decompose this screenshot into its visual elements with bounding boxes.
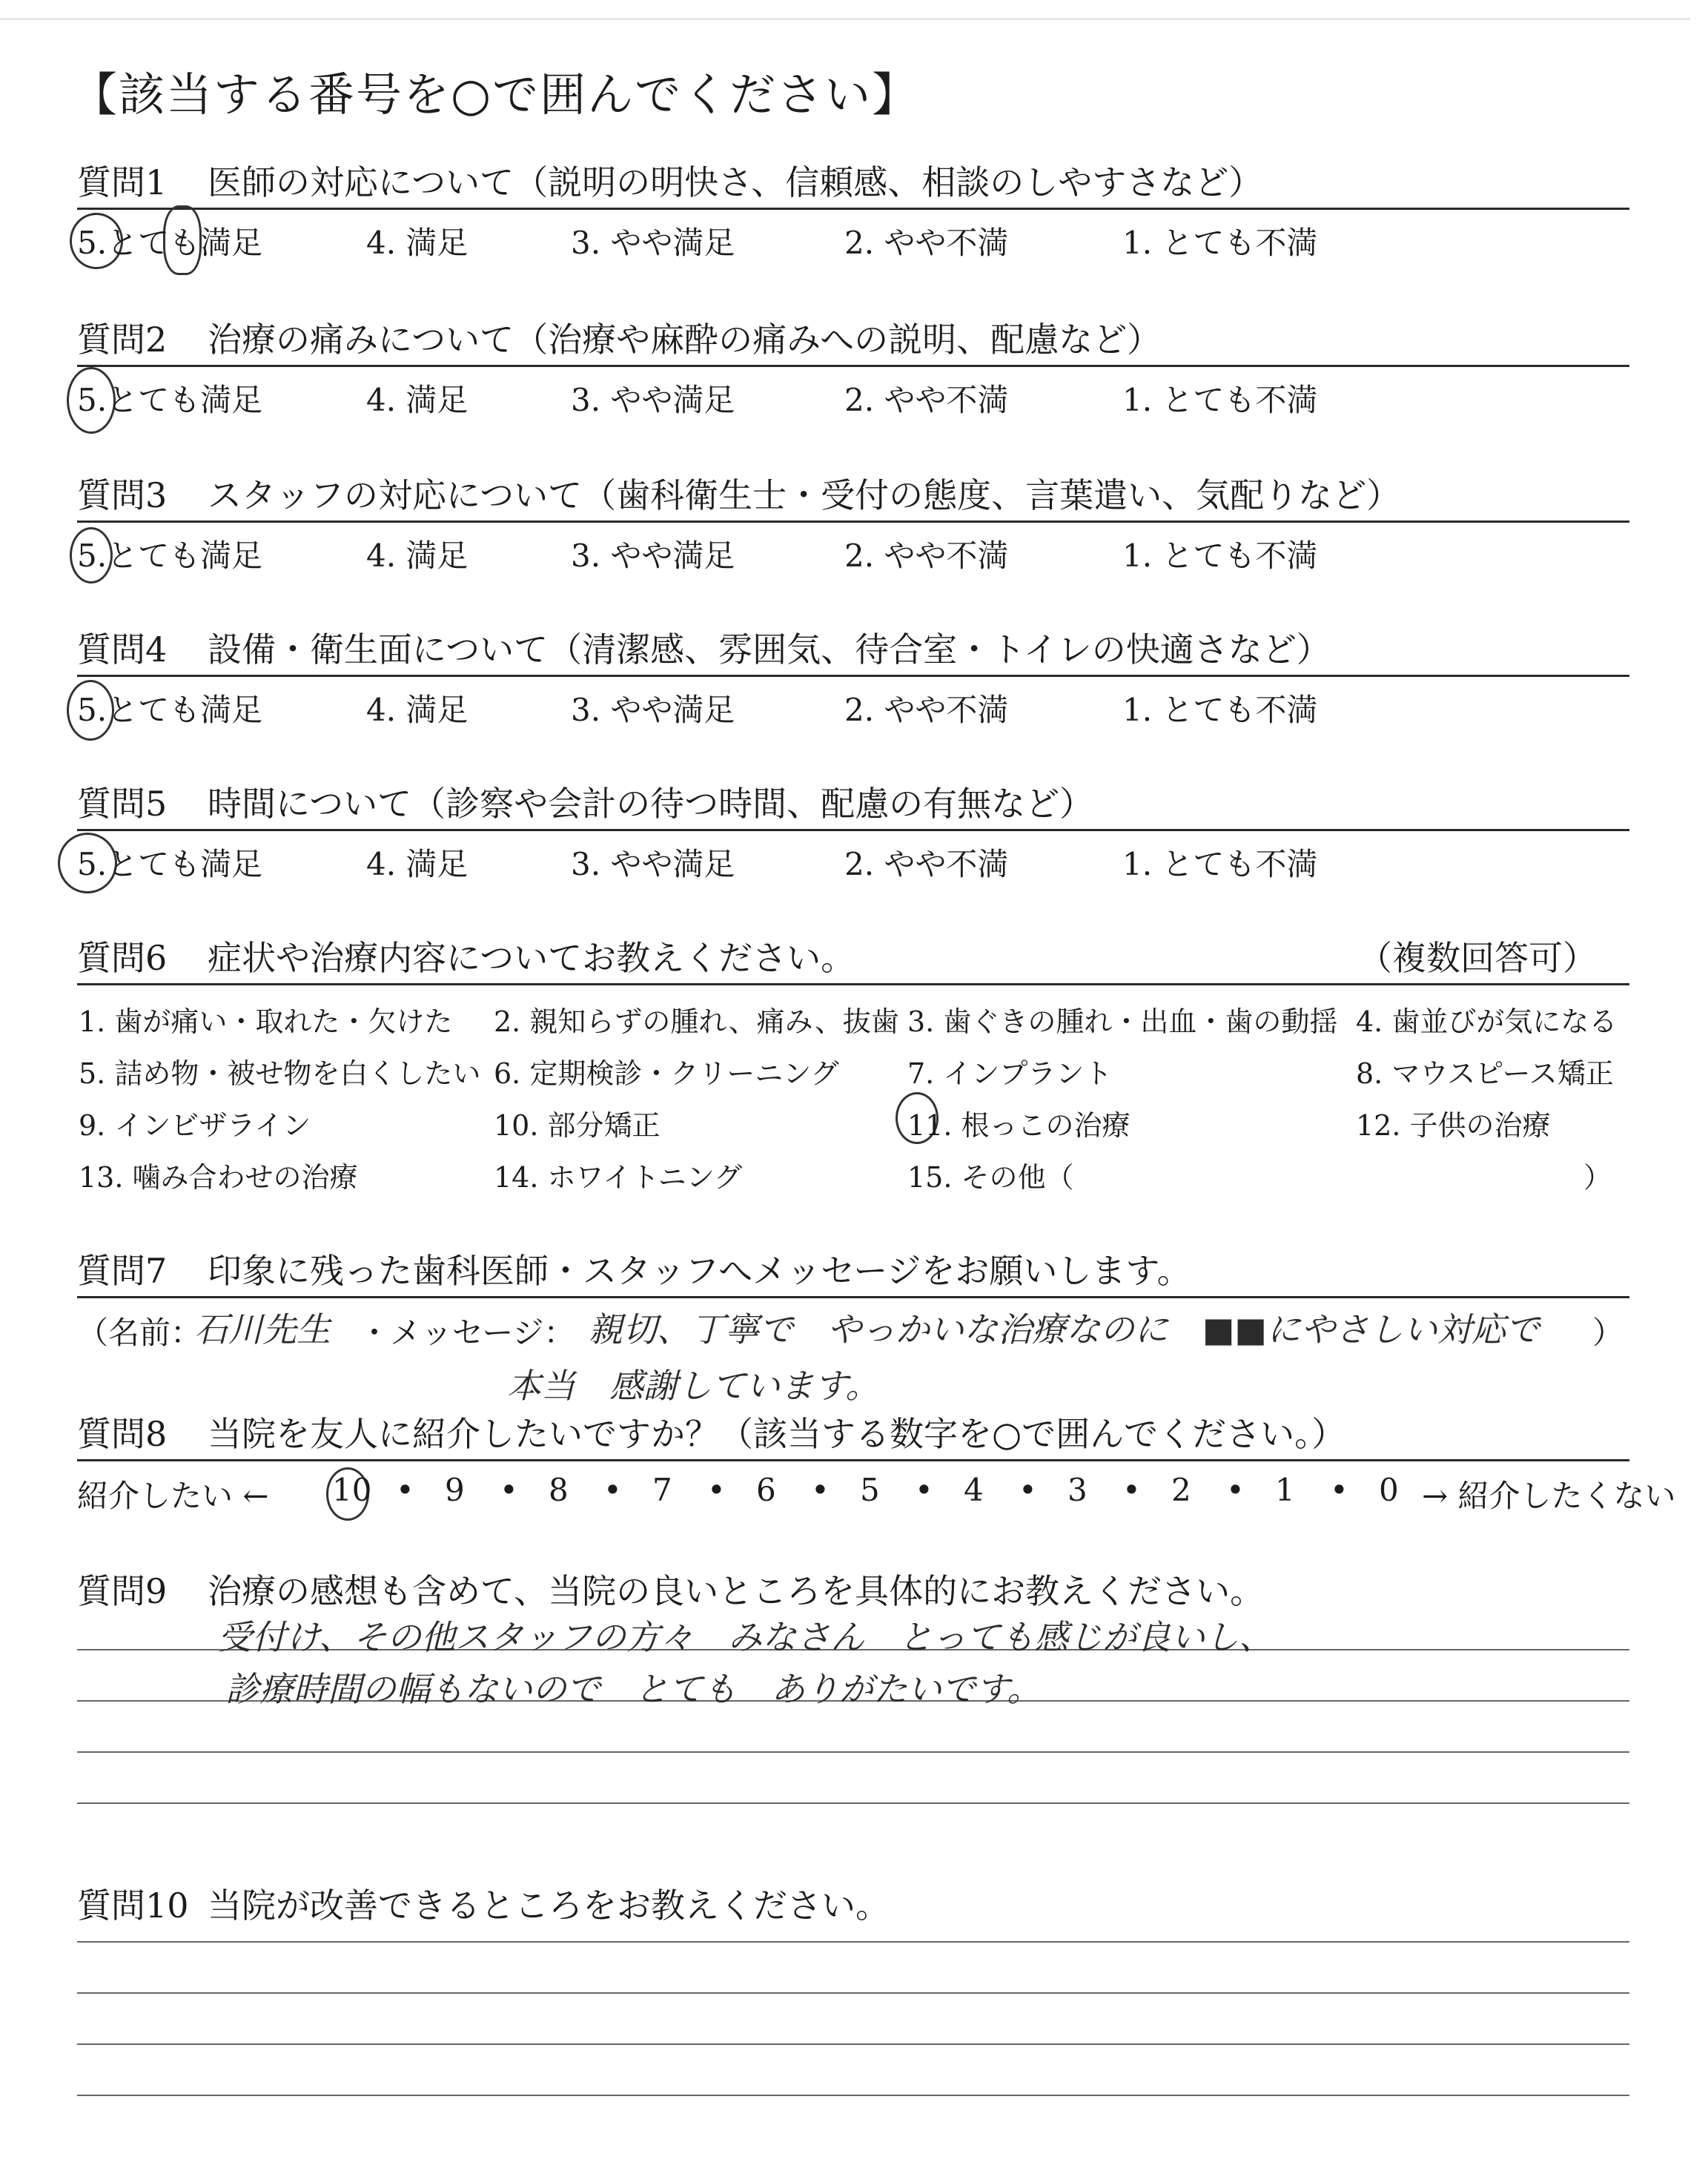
question-text: 設備・衛生面について（清潔感、雰囲気、待合室・トイレの快適さなど）	[208, 629, 1331, 670]
symptom-option[interactable]: 2. 親知らずの腫れ、痛み、抜歯	[494, 1005, 899, 1038]
question-2-title	[77, 314, 1629, 365]
rating-option-2[interactable]: 2. やや不満	[844, 382, 1009, 418]
answer-area[interactable]	[77, 1616, 1629, 1839]
rating-option-5[interactable]: 5.とても満足	[77, 538, 263, 574]
question-3	[77, 470, 1629, 582]
rating-option-5[interactable]: 5.とても満足	[77, 382, 263, 418]
question-number: 質問6	[77, 938, 168, 978]
message-label: ・メッセージ：	[359, 1315, 575, 1351]
scale-dot: •	[500, 1472, 518, 1508]
message-field[interactable]	[77, 1298, 1629, 1406]
rating-option-4[interactable]: 4. 満足	[366, 382, 469, 418]
scale-dot: •	[396, 1472, 414, 1508]
rating-option-4[interactable]: 4. 満足	[366, 538, 469, 574]
rating-option-1[interactable]: 1. とても不満	[1122, 538, 1318, 574]
recommend-scale	[77, 1461, 1676, 1524]
rating-option-3[interactable]: 3. やや満足	[571, 382, 735, 418]
other-close-paren: ）	[1583, 1161, 1612, 1194]
question-8-title	[77, 1409, 1629, 1459]
rating-option-2[interactable]: 2. やや不満	[844, 225, 1009, 261]
scale-dot: •	[811, 1472, 830, 1508]
question-number: 質問9	[77, 1571, 168, 1611]
question-text: 治療の感想も含めて、当院の良いところを具体的にお教えください。	[208, 1571, 1265, 1611]
rating-option-4[interactable]: 4. 満足	[366, 225, 469, 261]
rating-option-4[interactable]: 4. 満足	[366, 846, 469, 882]
handwritten-message: 親切、丁寧で やっかいな治療なのに ■■にやさしい対応で	[589, 1309, 1540, 1349]
scale-dot: •	[707, 1472, 726, 1508]
question-text: スタッフの対応について（歯科衛生士・受付の態度、言葉遣い、気配りなど）	[208, 475, 1401, 515]
handwritten-name: 石川先生	[194, 1309, 331, 1349]
rating-option-5[interactable]: 5.とても満足	[77, 225, 263, 261]
question-9	[77, 1566, 1629, 1839]
rating-option-3[interactable]: 3. やや満足	[571, 692, 735, 728]
answer-line	[77, 2043, 1629, 2045]
answer-line	[77, 1941, 1629, 1943]
symptom-checklist	[77, 985, 1629, 1200]
symptom-option-other[interactable]: 15. その他（	[907, 1161, 1074, 1194]
symptom-option[interactable]: 13. 噛み合わせの治療	[79, 1161, 358, 1194]
answer-line	[77, 1992, 1629, 1994]
scale-dot: •	[1019, 1472, 1037, 1508]
symptom-option[interactable]: 10. 部分矯正	[494, 1109, 661, 1142]
rating-option-3[interactable]: 3. やや満足	[571, 846, 735, 882]
handwritten-answer: 受付け、その他スタッフの方々 みなさん とっても感じが良いし、	[218, 1617, 1274, 1657]
form-heading: 【該当する番号を○で囲んでください】	[71, 67, 920, 122]
recommend-option-0[interactable]: 0	[1379, 1472, 1399, 1508]
question-text: 時間について（診察や会計の待つ時間、配慮の有無など）	[208, 784, 1094, 824]
recommend-option-2[interactable]: 2	[1171, 1472, 1191, 1508]
question-text: 印象に残った歯科医師・スタッフへメッセージをお願いします。	[208, 1251, 1191, 1291]
recommend-left-label: 紹介したい ←	[77, 1478, 269, 1514]
symptom-option[interactable]: 1. 歯が痛い・取れた・欠けた	[79, 1005, 453, 1038]
recommend-option-9[interactable]: 9	[445, 1472, 465, 1508]
symptom-option[interactable]: 4. 歯並びが気になる	[1356, 1005, 1618, 1038]
question-2	[77, 314, 1629, 426]
question-text: 医師の対応について（説明の明快さ、信頼感、相談のしやすさなど）	[208, 162, 1263, 202]
question-1-title	[77, 157, 1629, 208]
recommend-right-label: → 紹介したくない	[1422, 1478, 1676, 1514]
top-scan-line	[0, 18, 1690, 20]
question-5	[77, 779, 1629, 890]
recommend-option-5[interactable]: 5	[860, 1472, 880, 1508]
question-number: 質問3	[77, 475, 168, 515]
rating-scale	[77, 367, 1629, 426]
answer-line	[77, 2095, 1629, 2096]
question-4	[77, 624, 1629, 736]
improvement-answer-area[interactable]	[77, 1931, 1629, 2168]
question-number: 質問10	[77, 1886, 189, 1926]
rating-option-1[interactable]: 1. とても不満	[1122, 846, 1318, 882]
answer-line	[77, 1802, 1629, 1804]
question-5-title	[77, 779, 1629, 829]
rating-option-2[interactable]: 2. やや不満	[844, 692, 1009, 728]
symptom-option[interactable]: 9. インビザライン	[79, 1109, 311, 1142]
question-text: 治療の痛みについて（治療や麻酔の痛みへの説明、配慮など）	[208, 320, 1162, 360]
question-6	[77, 933, 1629, 1200]
rating-option-4[interactable]: 4. 満足	[366, 692, 469, 728]
question-1	[77, 157, 1629, 269]
symptom-option[interactable]: 6. 定期検診・クリーニング	[494, 1057, 839, 1090]
scale-dot: •	[603, 1472, 622, 1508]
recommend-option-4[interactable]: 4	[964, 1472, 984, 1508]
question-number: 質問2	[77, 320, 168, 360]
question-number: 質問1	[77, 162, 168, 202]
rating-option-3[interactable]: 3. やや満足	[571, 538, 735, 574]
multiple-answer-note: （複数回答可）	[1358, 938, 1597, 978]
rating-scale	[77, 831, 1629, 890]
recommend-option-6[interactable]: 6	[756, 1472, 776, 1508]
rating-scale	[77, 210, 1629, 269]
question-7	[77, 1246, 1629, 1406]
question-text: 当院が改善できるところをお教えください。	[208, 1886, 890, 1926]
symptom-option-selected[interactable]: 11. 根っこの治療	[907, 1109, 1131, 1142]
symptom-option[interactable]: 12. 子供の治療	[1356, 1109, 1551, 1142]
question-10-title	[77, 1880, 1629, 1931]
symptom-option[interactable]: 14. ホワイトニング	[494, 1161, 743, 1194]
question-4-title	[77, 624, 1629, 675]
scale-dot: •	[1226, 1472, 1245, 1508]
rating-option-2[interactable]: 2. やや不満	[844, 846, 1009, 882]
rating-option-5[interactable]: 5.とても満足	[77, 692, 263, 728]
question-3-title	[77, 470, 1629, 520]
handwritten-answer-continued: 診療時間の幅もないので とても ありがたいです。	[225, 1669, 1042, 1709]
answer-line	[77, 1751, 1629, 1753]
question-7-title	[77, 1246, 1629, 1296]
rating-scale	[77, 523, 1629, 582]
symptom-option[interactable]: 7. インプラント	[907, 1057, 1113, 1090]
rating-option-1[interactable]: 1. とても不満	[1122, 382, 1318, 418]
rating-option-2[interactable]: 2. やや不満	[844, 538, 1009, 574]
question-text: 当院を友人に紹介したいですか？（該当する数字を○で囲んでください。）	[208, 1414, 1346, 1454]
handwritten-message-continued: 本当 感謝しています。	[507, 1366, 880, 1406]
recommend-option-8[interactable]: 8	[549, 1472, 569, 1508]
scale-dot: •	[1330, 1472, 1348, 1508]
recommend-option-3[interactable]: 3	[1068, 1472, 1088, 1508]
scale-dot: •	[915, 1472, 933, 1508]
rating-option-1[interactable]: 1. とても不満	[1122, 225, 1318, 261]
message-close-paren: ）	[1592, 1315, 1623, 1351]
question-8	[77, 1409, 1676, 1524]
question-text: 症状や治療内容についてお教えください。	[208, 938, 855, 978]
question-number: 質問7	[77, 1251, 168, 1291]
rating-option-1[interactable]: 1. とても不満	[1122, 692, 1318, 728]
rating-option-3[interactable]: 3. やや満足	[571, 225, 735, 261]
question-number: 質問4	[77, 629, 168, 670]
rating-scale	[77, 677, 1629, 736]
question-6-title	[77, 933, 1629, 983]
rating-option-5[interactable]: 5.とても満足	[77, 846, 263, 882]
scale-dot: •	[1122, 1472, 1141, 1508]
symptom-option[interactable]: 5. 詰め物・被せ物を白くしたい	[79, 1057, 481, 1090]
recommend-option-1[interactable]: 1	[1275, 1472, 1295, 1508]
symptom-option[interactable]: 8. マウスピース矯正	[1356, 1057, 1614, 1090]
question-10	[77, 1880, 1629, 2168]
name-label: （名前：	[77, 1315, 202, 1351]
symptom-option[interactable]: 3. 歯ぐきの腫れ・出血・歯の動揺	[907, 1005, 1338, 1038]
question-9-title	[77, 1566, 1629, 1616]
recommend-option-10[interactable]: 10	[332, 1472, 372, 1508]
question-number: 質問8	[77, 1414, 168, 1454]
question-number: 質問5	[77, 784, 168, 824]
recommend-option-7[interactable]: 7	[652, 1472, 672, 1508]
